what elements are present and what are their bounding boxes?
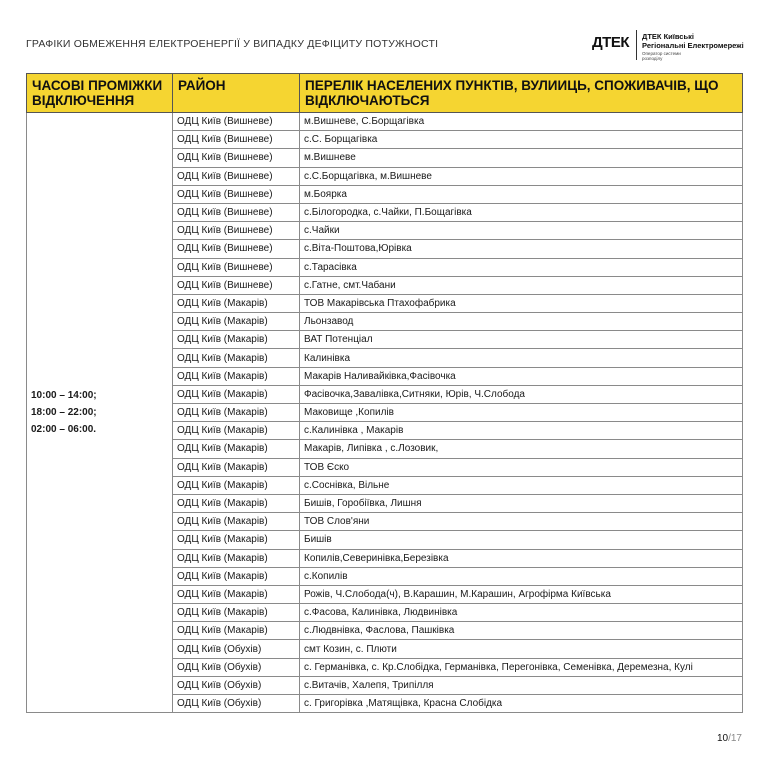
district-cell: ОДЦ Київ (Макарів)	[173, 604, 300, 622]
column-header-time: ЧАСОВІ ПРОМІЖКИ ВІДКЛЮЧЕННЯ	[27, 74, 173, 113]
page-current: 10	[716, 733, 729, 744]
district-cell: ОДЦ Київ (Макарів)	[173, 331, 300, 349]
places-cell: Фасівочка,Завалівка,Ситняки, Юрів, Ч.Слобода	[300, 385, 743, 403]
district-cell: ОДЦ Київ (Вишневе)	[173, 240, 300, 258]
district-cell: ОДЦ Київ (Вишневе)	[173, 258, 300, 276]
places-cell: Копилів,Северинівка,Березівка	[300, 549, 743, 567]
district-cell: ОДЦ Київ (Вишневе)	[173, 185, 300, 203]
district-cell: ОДЦ Київ (Обухів)	[173, 658, 300, 676]
places-cell: Бишів, Горобіївка, Лишня	[300, 494, 743, 512]
logo-divider	[636, 30, 637, 60]
places-cell: с.Гатне, смт.Чабани	[300, 276, 743, 294]
district-cell: ОДЦ Київ (Макарів)	[173, 422, 300, 440]
district-cell: ОДЦ Київ (Макарів)	[173, 567, 300, 585]
district-cell: ОДЦ Київ (Вишневе)	[173, 167, 300, 185]
places-cell: м.Вишневе	[300, 149, 743, 167]
places-cell: с.Соснівка, Вільне	[300, 476, 743, 494]
places-cell: с.Витачів, Халепя, Трипілля	[300, 676, 743, 694]
places-cell: ТОВ Макарівська Птахофабрика	[300, 294, 743, 312]
page-total: /17	[728, 733, 742, 744]
district-cell: ОДЦ Київ (Макарів)	[173, 585, 300, 603]
table-row	[27, 113, 743, 131]
page-number	[717, 733, 742, 744]
district-cell: ОДЦ Київ (Обухів)	[173, 640, 300, 658]
places-cell: Рожів, Ч.Слобода(ч), В.Карашин, М.Карашин, Агрофірма Київська	[300, 585, 743, 603]
district-cell: ОДЦ Київ (Макарів)	[173, 294, 300, 312]
places-cell: Маковище ,Копилів	[300, 404, 743, 422]
logo-mark: ДТЕК	[592, 34, 630, 51]
district-cell: ОДЦ Київ (Макарів)	[173, 622, 300, 640]
district-cell: ОДЦ Київ (Вишневе)	[173, 203, 300, 221]
district-cell: ОДЦ Київ (Макарів)	[173, 385, 300, 403]
places-cell: Льонзавод	[300, 313, 743, 331]
district-cell: ОДЦ Київ (Макарів)	[173, 404, 300, 422]
table-body	[27, 113, 743, 713]
column-header-places: ПЕРЕЛІК НАСЕЛЕНИХ ПУНКТІВ, ВУЛИИЦЬ, СПОЖИВАЧІВ, ЩО ВІДКЛЮЧАЮТЬСЯ	[300, 74, 743, 113]
dtek-logo	[592, 30, 752, 66]
time-slot: 10:00 – 14:00;	[31, 390, 97, 402]
column-header-district: РАЙОН	[173, 74, 300, 113]
district-cell: ОДЦ Київ (Макарів)	[173, 513, 300, 531]
places-cell: с. Германівка, с. Кр.Слобідка, Германівка, Перегонівка, Семенівка, Деремезна, Кулі	[300, 658, 743, 676]
places-cell: Макарів, Липівка , с.Лозовик,	[300, 440, 743, 458]
district-cell: ОДЦ Київ (Макарів)	[173, 367, 300, 385]
district-cell: ОДЦ Київ (Вишневе)	[173, 131, 300, 149]
outage-schedule-table	[26, 73, 743, 713]
places-cell: с.Чайки	[300, 222, 743, 240]
district-cell: ОДЦ Київ (Обухів)	[173, 695, 300, 713]
time-slots-cell	[27, 113, 173, 713]
district-cell: ОДЦ Київ (Макарів)	[173, 313, 300, 331]
places-cell: Калинівка	[300, 349, 743, 367]
district-cell: ОДЦ Київ (Обухів)	[173, 676, 300, 694]
document-title: ГРАФІКИ ОБМЕЖЕННЯ ЕЛЕКТРОЕНЕРГІЇ У ВИПАДКУ ДЕФІЦИТУ ПОТУЖНОСТІ	[26, 38, 439, 50]
table-header-row	[27, 74, 743, 113]
district-cell: ОДЦ Київ (Вишневе)	[173, 113, 300, 131]
places-cell: с.Білогородка, с.Чайки, П.Бощагівка	[300, 203, 743, 221]
places-cell: смт Козин, с. Плюти	[300, 640, 743, 658]
places-cell: с.Людвнівка, Фаслова, Пашківка	[300, 622, 743, 640]
logo-company-line1: ДТЕК Київські	[642, 32, 694, 41]
district-cell: ОДЦ Київ (Макарів)	[173, 476, 300, 494]
places-cell: ТОВ Слов'яни	[300, 513, 743, 531]
places-cell: ТОВ Єско	[300, 458, 743, 476]
places-cell: с.С.Борщагівка, м.Вишневе	[300, 167, 743, 185]
time-slot: 02:00 – 06:00.	[31, 424, 97, 436]
places-cell: с.Тарасівка	[300, 258, 743, 276]
places-cell: Бишів	[300, 531, 743, 549]
places-cell: м.Боярка	[300, 185, 743, 203]
places-cell: м.Вишневе, С.Борщагівка	[300, 113, 743, 131]
logo-tagline: Оператор системи розподілу	[642, 51, 681, 61]
district-cell: ОДЦ Київ (Вишневе)	[173, 276, 300, 294]
district-cell: ОДЦ Київ (Макарів)	[173, 531, 300, 549]
places-cell: Макарів Наливайківка,Фасівочка	[300, 367, 743, 385]
places-cell: с.Калинівка , Макарів	[300, 422, 743, 440]
places-cell: с. Григорівка ,Матящівка, Красна Слобідка	[300, 695, 743, 713]
district-cell: ОДЦ Київ (Вишневе)	[173, 149, 300, 167]
places-cell: с.С. Борщагівка	[300, 131, 743, 149]
district-cell: ОДЦ Київ (Вишневе)	[173, 222, 300, 240]
district-cell: ОДЦ Київ (Макарів)	[173, 458, 300, 476]
places-cell: с.Фасова, Калинівка, Людвинівка	[300, 604, 743, 622]
places-cell: с.Копилів	[300, 567, 743, 585]
logo-company-line2: Регіональні Електромережі	[642, 41, 744, 50]
district-cell: ОДЦ Київ (Макарів)	[173, 494, 300, 512]
district-cell: ОДЦ Київ (Макарів)	[173, 349, 300, 367]
district-cell: ОДЦ Київ (Макарів)	[173, 549, 300, 567]
time-slot: 18:00 – 22:00;	[31, 407, 97, 419]
district-cell: ОДЦ Київ (Макарів)	[173, 440, 300, 458]
places-cell: с.Віта-Поштова,Юрівка	[300, 240, 743, 258]
places-cell: ВАТ Потенціал	[300, 331, 743, 349]
